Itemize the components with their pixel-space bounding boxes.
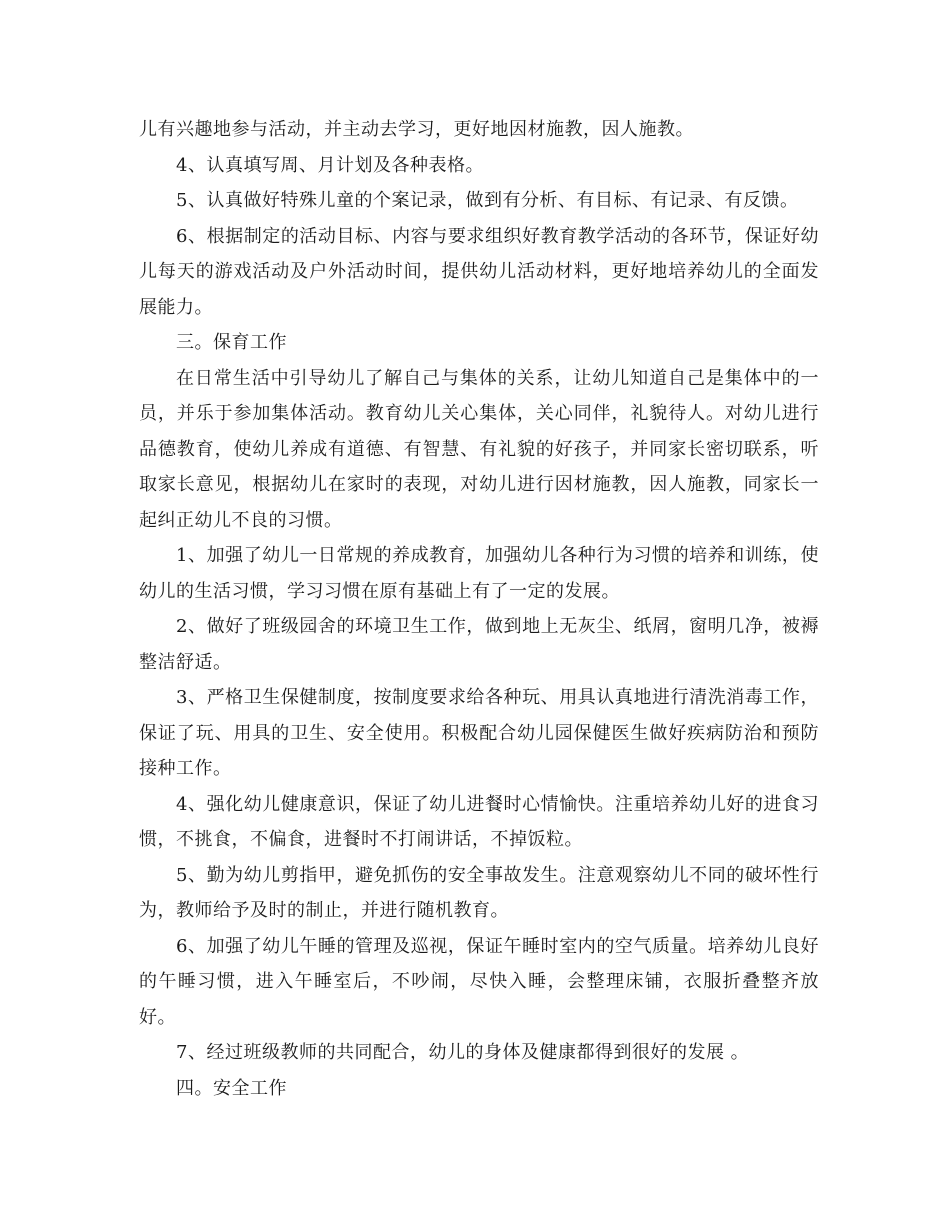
document-body [139,112,819,1106]
paragraph-childcare-item-4: 4、强化幼儿健康意识，保证了幼儿进餐时心情愉快。注重培养幼儿好的进食习惯，不挑食，不偏食，进餐时不打闹讲话，不掉饭粒。 [139,793,819,850]
paragraph-childcare-item-1: 1、加强了幼儿一日常规的养成教育，加强幼儿各种行为习惯的培养和训练，使幼儿的生活习惯，学习习惯在原有基础上有了一定的发展。 [139,545,819,602]
paragraph-item-5-case-records: 5、认真做好特殊儿童的个案记录，做到有分析、有目标、有记录、有反馈。 [176,190,799,211]
paragraph-childcare-intro: 在日常生活中引导幼儿了解自己与集体的关系，让幼儿知道自己是集体中的一员，并乐于参加集体活动。教育幼儿关心集体，关心同伴，礼貌待人。对幼儿进行品德教育，使幼儿养成有道德、有智慧、有礼貌的好孩子，并同家长密切联系，听取家长意见，根据幼儿在家时的表现，对幼儿进行因材施教，因人施教，同家长一起纠正幼儿不良的习惯。 [139,367,819,531]
paragraph-item-6-activities: 6、根据制定的活动目标、内容与要求组织好教育教学活动的各环节，保证好幼儿每天的游戏活动及户外活动时间，提供幼儿活动材料，更好地培养幼儿的全面发展能力。 [139,225,819,318]
paragraph-childcare-item-5: 5、勤为幼儿剪指甲，避免抓伤的安全事故发生。注意观察幼儿不同的破坏性行为，教师给予及时的制止，并进行随机教育。 [139,864,819,921]
section-heading-childcare: 三。保育工作 [176,332,287,353]
paragraph-childcare-item-6: 6、加强了幼儿午睡的管理及巡视，保证午睡时室内的空气质量。培养幼儿良好的午睡习惯，进入午睡室后，不吵闹，尽快入睡，会整理床铺，衣服折叠整齐放好。 [139,935,819,1028]
paragraph-continuation: 儿有兴趣地参与活动，并主动去学习，更好地因材施教，因人施教。 [139,119,694,140]
paragraph-childcare-item-2: 2、做好了班级园舍的环境卫生工作，做到地上无灰尘、纸屑，窗明几净，被褥整洁舒适。 [139,616,819,673]
paragraph-childcare-item-3: 3、严格卫生保健制度，按制度要求给各种玩、用具认真地进行清洗消毒工作，保证了玩、用具的卫生、安全使用。积极配合幼儿园保健医生做好疾病防治和预防接种工作。 [139,687,819,779]
paragraph-item-4-plans: 4、认真填写周、月计划及各种表格。 [176,154,484,176]
section-heading-safety: 四。安全工作 [176,1077,287,1099]
paragraph-childcare-item-7: 7、经过班级教师的共同配合，幼儿的身体及健康都得到很好的发展 。 [176,1042,750,1063]
